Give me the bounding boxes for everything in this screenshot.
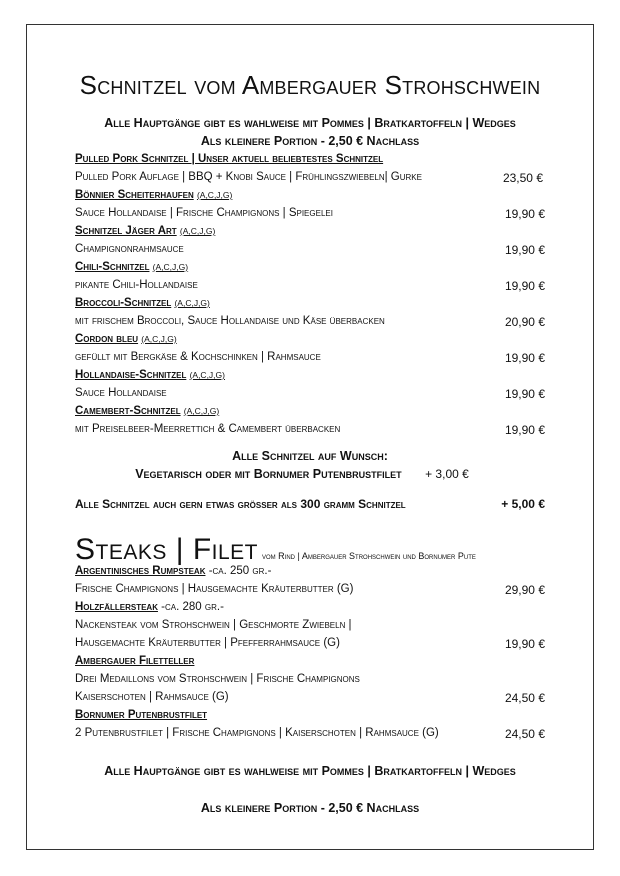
wish-heading: Alle Schnitzel auf Wunsch: bbox=[232, 449, 388, 463]
menu-item-price: 19,90 € bbox=[504, 351, 545, 365]
menu-item-price: 19,90 € bbox=[504, 423, 545, 437]
steaks-subtitle: vom Rind | Ambergauer Strohschwein und Bornumer Pute bbox=[262, 551, 476, 561]
menu-item-desc: Sauce Hollandaise | Frische Champignons | Spiegelei 19,90 € bbox=[75, 207, 545, 221]
bigger-option: Alle Schnitzel auch gern etwas größer als 300 gramm Schnitzel + 5,00 € bbox=[75, 497, 545, 511]
menu-item-desc: Kaiserschoten | Rahmsauce (G) 24,50 € bbox=[75, 691, 545, 705]
menu-item-desc: 2 Putenbrustfilet | Frische Champignons | Kaiserschoten | Rahmsauce (G) 24,50 € bbox=[75, 727, 545, 741]
menu-item-name: Schnitzel Jäger Art (A,C,J,G) bbox=[75, 225, 216, 237]
menu-item-name: Holzfällersteak -ca. 280 gr.- bbox=[75, 601, 224, 613]
menu-item-name: Bornumer Putenbrustfilet bbox=[75, 709, 208, 721]
menu-item-price: 29,90 € bbox=[504, 583, 545, 597]
steaks-title: Steaks | Filet bbox=[75, 533, 259, 566]
menu-item-desc: Sauce Hollandaise 19,90 € bbox=[75, 387, 545, 401]
footer-portion: Als kleinere Portion - 2,50 € Nachlass bbox=[200, 801, 420, 815]
menu-item-desc: Champignonrahmsauce 19,90 € bbox=[75, 243, 545, 257]
footer-sides: Alle Hauptgänge gibt es wahlweise mit Pommes | Bratkartoffeln | Wedges bbox=[104, 764, 516, 778]
intro-portion: Als kleinere Portion - 2,50 € Nachlass bbox=[200, 134, 420, 148]
menu-item-price: 19,90 € bbox=[504, 387, 545, 401]
menu-item-name: Hollandaise-Schnitzel (A,C,J,G) bbox=[75, 369, 225, 381]
menu-item-desc: Frische Champignons | Hausgemachte Kräuterbutter (G) 29,90 € bbox=[75, 583, 545, 597]
page-title: Schnitzel vom Ambergauer Strohschwein bbox=[79, 70, 541, 100]
menu-item-price: 19,90 € bbox=[504, 637, 545, 651]
menu-item-desc: gefüllt mit Bergkäse & Kochschinken | Rahmsauce 19,90 € bbox=[75, 351, 545, 365]
menu-item-price: 24,50 € bbox=[504, 691, 545, 705]
menu-item-name: Pulled Pork Schnitzel | Unser aktuell beliebtestes Schnitzel bbox=[75, 153, 384, 165]
bigger-price: + 5,00 € bbox=[501, 497, 545, 511]
wish-options: Vegetarisch oder mit Bornumer Putenbrustfilet + 3,00 € bbox=[135, 467, 469, 481]
menu-item-name: Broccoli-Schnitzel (A,C,J,G) bbox=[75, 297, 210, 309]
menu-item-price: 24,50 € bbox=[504, 727, 545, 741]
menu-item-price: 23,50 € bbox=[502, 171, 543, 185]
menu-item-desc: mit Preiselbeer-Meerrettich & Camembert überbacken 19,90 € bbox=[75, 423, 545, 437]
menu-item-name: Ambergauer Filetteller bbox=[75, 655, 195, 667]
menu-item-price: 20,90 € bbox=[504, 315, 545, 329]
menu-item-name: Cordon bleu (A,C,J,G) bbox=[75, 333, 177, 345]
menu-item-name: Bönnier Scheiterhaufen (A,C,J,G) bbox=[75, 189, 233, 201]
menu-item-name: Chili-Schnitzel (A,C,J,G) bbox=[75, 261, 189, 273]
steaks-heading bbox=[75, 533, 476, 567]
menu-item-desc: Nackensteak vom Strohschwein | Geschmorte Zwiebeln | bbox=[75, 619, 352, 631]
menu-item-desc: mit frischem Broccoli, Sauce Hollandaise und Käse überbacken 20,90 € bbox=[75, 315, 545, 329]
menu-item-price: 19,90 € bbox=[504, 279, 545, 293]
menu-item-desc: Hausgemachte Kräuterbutter | Pfefferrahmsauce (G) 19,90 € bbox=[75, 637, 545, 651]
menu-item-desc: pikante Chili-Hollandaise 19,90 € bbox=[75, 279, 545, 293]
menu-item-desc: Drei Medaillons vom Strohschwein | Frische Champignons bbox=[75, 673, 360, 685]
menu-item-name: Camembert-Schnitzel (A,C,J,G) bbox=[75, 405, 220, 417]
menu-item-price: 19,90 € bbox=[504, 207, 545, 221]
wish-price: + 3,00 € bbox=[425, 467, 469, 481]
menu-item-name: Argentinisches Rumpsteak -ca. 250 gr.- bbox=[75, 565, 272, 577]
menu-item-desc: Pulled Pork Auflage | BBQ + Knobi Sauce | Frühlingszwiebeln| Gurke 23,50 € bbox=[75, 171, 543, 185]
intro-sides: Alle Hauptgänge gibt es wahlweise mit Pommes | Bratkartoffeln | Wedges bbox=[104, 116, 516, 130]
menu-item-price: 19,90 € bbox=[504, 243, 545, 257]
